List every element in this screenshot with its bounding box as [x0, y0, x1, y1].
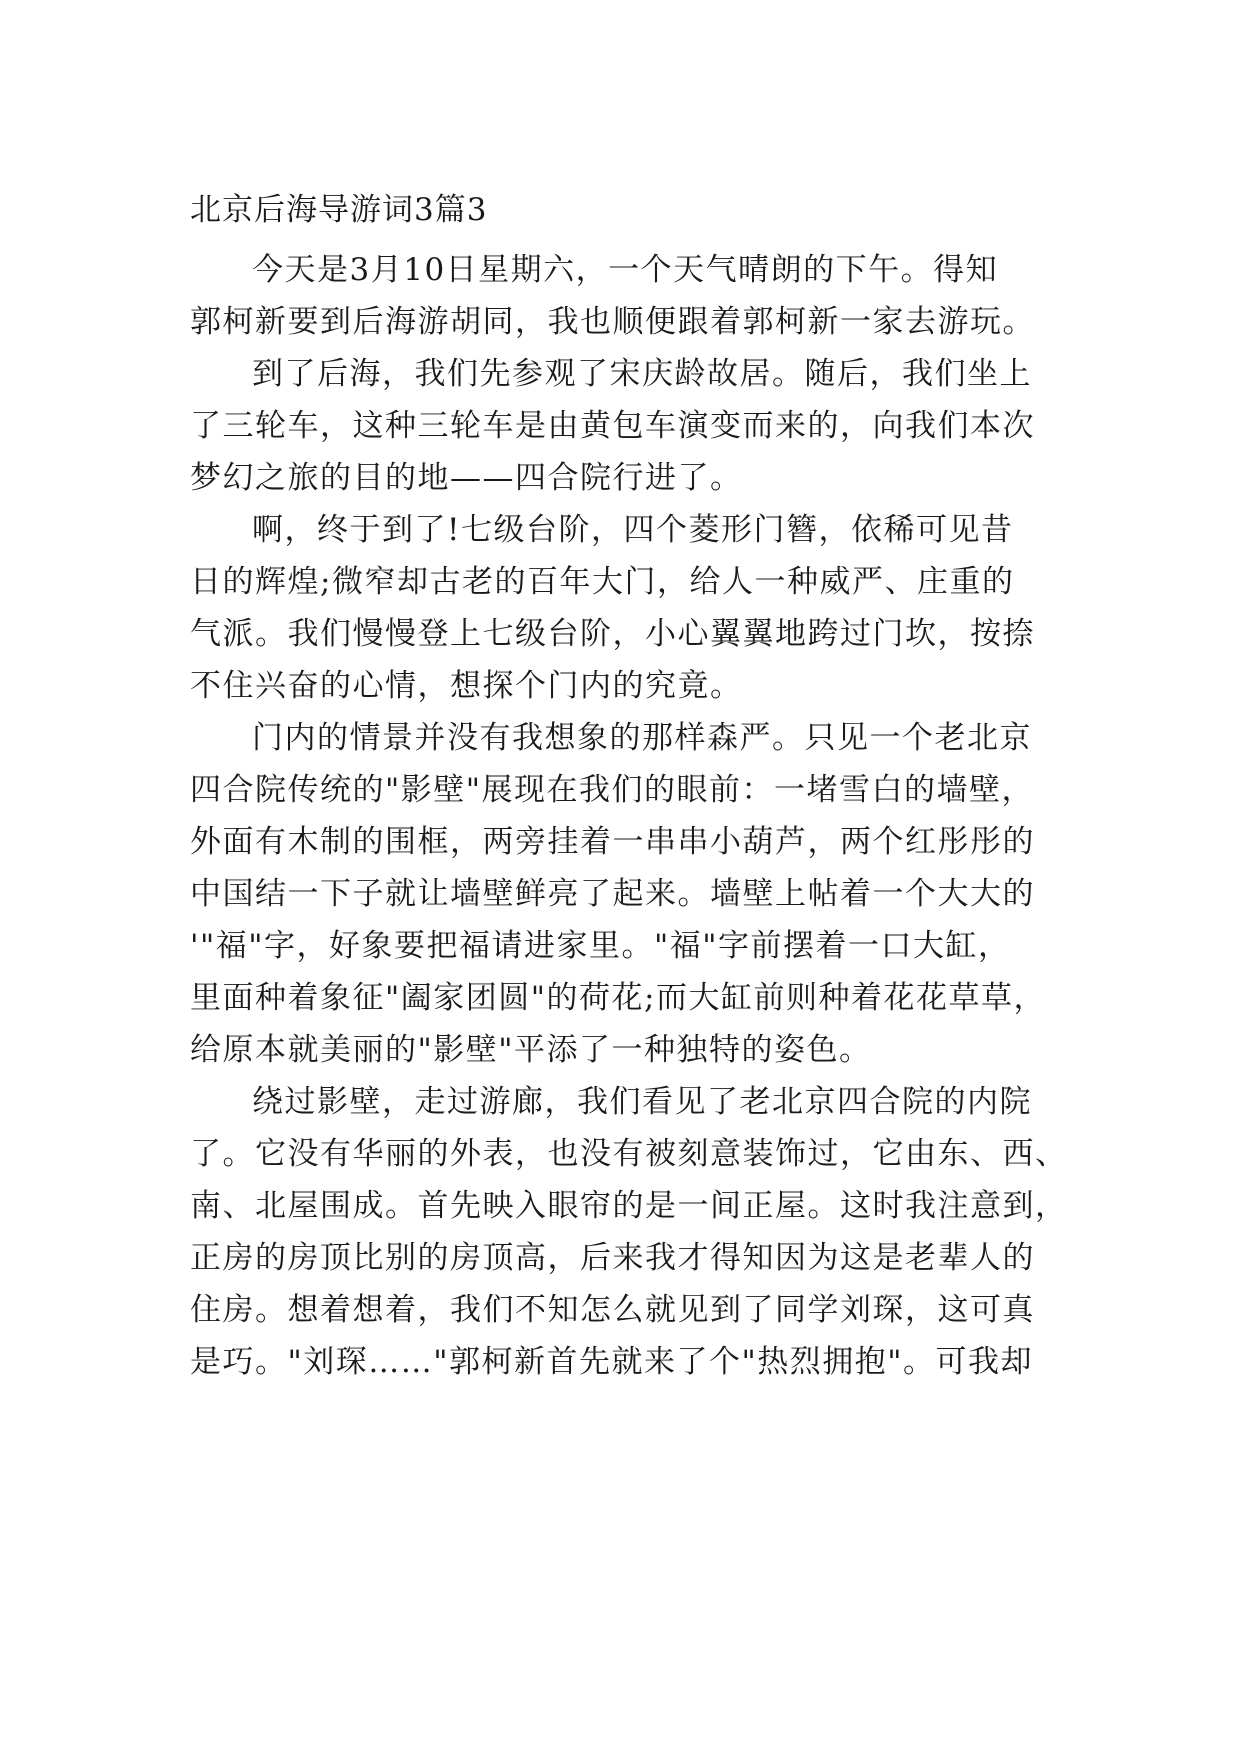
text-line: 正房的房顶比别的房顶高，后来我才得知因为这是老辈人的: [190, 1240, 1035, 1276]
document-body: [190, 192, 1068, 1388]
text-line: 了三轮车，这种三轮车是由黄包车演变而来的，向我们本次: [190, 408, 1035, 444]
text-line: '"福"字，好象要把福请进家里。"福"字前摆着一口大缸，: [190, 928, 1011, 964]
text-line: 今天是3月10日星期六，一个天气晴朗的下午。得知: [252, 252, 999, 288]
document-title: 北京后海导游词3篇3: [190, 192, 488, 228]
text-line: 啊，终于到了!七级台阶，四个菱形门簪，依稀可见昔: [252, 512, 1014, 548]
text-line: 不住兴奋的心情，想探个门内的究竟。: [190, 668, 743, 704]
text-line: 给原本就美丽的"影壁"平添了一种独特的姿色。: [190, 1032, 872, 1068]
text-line: 门内的情景并没有我想象的那样森严。只见一个老北京: [252, 720, 1032, 756]
text-line: 里面种着象征"阖家团圆"的荷花;而大缸前则种着花花草草，: [190, 980, 1046, 1016]
text-line: 了。它没有华丽的外表，也没有被刻意装饰过，它由东、西、: [190, 1136, 1068, 1172]
text-line: 中国结一下子就让墙壁鲜亮了起来。墙壁上帖着一个大大的: [190, 876, 1035, 912]
text-line: 四合院传统的"影壁"展现在我们的眼前：一堵雪白的墙壁，: [190, 772, 1035, 808]
text-line: 日的辉煌;微窄却古老的百年大门，给人一种威严、庄重的: [190, 564, 1015, 600]
text-line: 是巧。"刘琛……"郭柯新首先就来了个"热烈拥抱"。可我却: [190, 1344, 1034, 1380]
text-line: 绕过影壁，走过游廊，我们看见了老北京四合院的内院: [252, 1084, 1032, 1120]
text-line: 到了后海，我们先参观了宋庆龄故居。随后，我们坐上: [252, 356, 1032, 392]
paragraph-lines: [190, 244, 1068, 1388]
text-line: 气派。我们慢慢登上七级台阶，小心翼翼地跨过门坎，按捺: [190, 616, 1035, 652]
text-line: 住房。想着想着，我们不知怎么就见到了同学刘琛，这可真: [190, 1292, 1035, 1328]
text-line: 外面有木制的围框，两旁挂着一串串小葫芦，两个红彤彤的: [190, 824, 1035, 860]
text-line: 梦幻之旅的目的地——四合院行进了。: [190, 460, 743, 496]
text-line: 郭柯新要到后海游胡同，我也顺便跟着郭柯新一家去游玩。: [190, 304, 1035, 340]
text-line: 南、北屋围成。首先映入眼帘的是一间正屋。这时我注意到，: [190, 1188, 1068, 1224]
